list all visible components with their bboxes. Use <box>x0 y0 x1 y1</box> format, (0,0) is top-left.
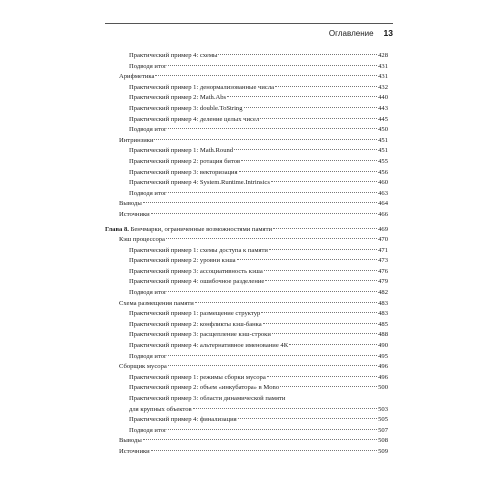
toc-entry-label: Практический пример 2: Math.Abs <box>129 94 227 102</box>
toc-subsection-entry[interactable] <box>105 383 388 394</box>
dot-leader <box>151 450 377 451</box>
dot-leader <box>195 302 377 303</box>
toc-page-number: 451 <box>378 136 388 144</box>
dot-leader <box>168 355 377 356</box>
toc-page-number: 470 <box>378 236 388 244</box>
toc-page-number: 500 <box>378 384 388 392</box>
toc-entry-label: Схема размещения памяти <box>119 299 194 307</box>
toc-section-entry[interactable] <box>105 362 388 373</box>
toc-page-number: 443 <box>378 104 388 112</box>
toc-entry-label: Арифметика <box>119 73 155 81</box>
toc-entry-label: Практический пример 1: Math.Round <box>129 147 234 155</box>
dot-leader <box>155 75 377 76</box>
toc-subsection-entry[interactable] <box>105 267 388 278</box>
dot-leader <box>275 86 377 87</box>
dot-leader <box>241 160 377 161</box>
toc-page-number: 495 <box>378 352 388 360</box>
toc-section-entry[interactable] <box>105 136 388 147</box>
toc-entry-label: Практический пример 2: объем «инкубатора» в Mono <box>129 384 280 392</box>
dot-leader <box>280 386 377 387</box>
toc-section-entry[interactable] <box>105 199 388 210</box>
dot-leader <box>267 376 377 377</box>
dot-leader <box>238 418 377 419</box>
toc-page-number: 428 <box>378 52 388 59</box>
toc-entry-label: для крупных объектов <box>129 405 192 413</box>
dot-leader <box>151 213 377 214</box>
toc-entry-label: Кэш процессора <box>119 236 165 244</box>
toc-subsection-entry[interactable] <box>105 277 388 288</box>
dot-leader <box>193 408 377 409</box>
dot-leader <box>143 202 377 203</box>
toc-subsection-entry[interactable] <box>105 309 388 320</box>
toc-page-number: 451 <box>378 147 388 155</box>
toc-page-number: 508 <box>378 437 388 445</box>
dot-leader <box>269 249 377 250</box>
dot-leader <box>261 312 377 313</box>
toc-page-number: 445 <box>378 115 388 123</box>
dot-leader <box>289 344 377 345</box>
toc-entry-label: Подводя итог <box>129 62 167 70</box>
toc-entry-label: Подводя итог <box>129 352 167 360</box>
dot-leader <box>154 139 377 140</box>
toc-subsection-entry[interactable] <box>105 426 388 437</box>
toc-subsection-entry[interactable] <box>105 178 388 189</box>
toc-page-number: 490 <box>378 342 388 350</box>
toc-section-entry[interactable] <box>105 235 388 246</box>
toc-subsection-entry[interactable] <box>105 189 388 200</box>
toc-entry-label: Практический пример 1: размещение структур <box>129 310 261 318</box>
running-header-title: Оглавление <box>328 29 374 38</box>
dot-leader <box>237 259 378 260</box>
toc-entry-label: Практический пример 3: double.ToString <box>129 104 243 112</box>
toc-page-number: 455 <box>378 157 388 165</box>
toc-subsection-entry[interactable] <box>105 83 388 94</box>
toc-entry-label: Подводя итог <box>129 126 167 134</box>
dot-leader <box>166 238 377 239</box>
toc-page-number: 483 <box>378 299 388 307</box>
toc-subsection-entry[interactable] <box>105 62 388 73</box>
toc-entry-label: Выводы <box>119 437 142 445</box>
toc-list <box>105 51 388 458</box>
toc-page-number: 473 <box>378 257 388 265</box>
dot-leader <box>168 65 377 66</box>
toc-page-number: 460 <box>378 179 388 187</box>
toc-subsection-entry[interactable] <box>105 246 388 257</box>
toc-entry-label: Практический пример 1: схемы доступа к памяти <box>129 246 268 254</box>
dot-leader <box>218 54 377 55</box>
dot-leader <box>143 439 377 440</box>
toc-page-number: 482 <box>378 289 388 297</box>
toc-entry-label: Практический пример 4: ошибочное разделение <box>129 278 265 286</box>
toc-subsection-entry[interactable] <box>105 320 388 331</box>
toc-subsection-entry[interactable] <box>105 330 388 341</box>
toc-entry-label: Практический пример 4: System.Runtime.Intrinsics <box>129 179 270 187</box>
toc-page-number: 483 <box>378 310 388 318</box>
toc-subsection-entry[interactable] <box>105 256 388 267</box>
toc-entry-label: Практический пример 1: режимы сборки мусора <box>129 373 266 381</box>
toc-entry-label: Практический пример 4: альтернативное именование 4К <box>129 342 289 350</box>
toc-subsection-entry[interactable] <box>105 352 388 363</box>
toc-entry-label: Практический пример 4: финализация <box>129 416 237 424</box>
dot-leader <box>168 192 377 193</box>
toc-section-entry[interactable] <box>105 299 388 310</box>
toc-entry-label: Выводы <box>119 200 142 208</box>
dot-leader <box>168 291 377 292</box>
dot-leader <box>239 171 378 172</box>
dot-leader <box>272 333 377 334</box>
toc-entry-label: Практический пример 3: расщепление кэш-строки <box>129 331 271 339</box>
chapter-number: Глава 8. <box>105 225 129 233</box>
toc-page-number: 505 <box>378 416 388 424</box>
dot-leader <box>168 128 377 129</box>
toc-section-entry[interactable] <box>105 210 388 221</box>
toc-page-number: 456 <box>378 168 388 176</box>
toc-subsection-entry[interactable] <box>105 125 388 136</box>
dot-leader <box>227 96 377 97</box>
dot-leader <box>264 270 377 271</box>
dot-leader <box>265 280 377 281</box>
toc-subsection-entry[interactable] <box>105 341 388 352</box>
toc-page-number: 496 <box>378 373 388 381</box>
toc-subsection-entry[interactable] <box>105 93 388 104</box>
toc-entry-label: Практический пример 2: ротация битов <box>129 157 241 165</box>
dot-leader <box>273 228 377 229</box>
toc-entry-label: Подводя итог <box>129 426 167 434</box>
toc-page-number: 471 <box>378 246 388 254</box>
toc-page-number: 509 <box>378 447 388 455</box>
toc-entry-label: Практический пример 1: денормализованные числа <box>129 83 275 91</box>
toc-entry-label: Практический пример 2: уровни кэша <box>129 257 236 265</box>
toc-page-number: 431 <box>378 62 388 70</box>
toc-entry-label: Подводя итог <box>129 189 167 197</box>
chapter-title: Бенчмарки, ограниченные возможностями памяти <box>130 225 272 233</box>
toc-page-number: 479 <box>378 278 388 286</box>
toc-page-number: 464 <box>378 200 388 208</box>
toc-entry-label: Практический пример 3: ассоциативность кэша <box>129 267 263 275</box>
toc-page-number: 488 <box>378 331 388 339</box>
toc-entry-label: Сборщик мусора <box>119 363 167 371</box>
toc-page-number: 431 <box>378 73 388 81</box>
dot-leader <box>168 429 377 430</box>
toc-chapter-entry[interactable] <box>105 225 388 236</box>
toc-subsection-entry[interactable] <box>105 373 388 384</box>
toc-subsection-entry[interactable] <box>105 146 388 157</box>
toc-page-number: 507 <box>378 426 388 434</box>
toc-section-entry[interactable] <box>105 72 388 83</box>
toc-entry-label: Практический пример 3: области динамической памяти <box>129 395 286 402</box>
toc-page-number: 503 <box>378 405 388 413</box>
page-number: 13 <box>383 28 393 38</box>
toc-entry-label: Практический пример 2: конфликты кэш-банка <box>129 320 262 328</box>
toc-page-number: 463 <box>378 189 388 197</box>
toc-entry-label <box>105 225 272 236</box>
toc-page-number: 476 <box>378 267 388 275</box>
toc-page-number: 440 <box>378 94 388 102</box>
running-header <box>105 28 393 42</box>
toc-entry-label: Практический пример 3: векторизация <box>129 168 238 176</box>
toc-page-number: 432 <box>378 83 388 91</box>
toc-page-number: 485 <box>378 320 388 328</box>
dot-leader <box>263 323 377 324</box>
toc-page-number: 450 <box>378 126 388 134</box>
toc-entry-label: Источники <box>119 210 150 218</box>
toc-page-number: 496 <box>378 363 388 371</box>
toc-page-number: 466 <box>378 210 388 218</box>
dot-leader <box>271 181 377 182</box>
toc-entry-label: Практический пример 4: схемы <box>129 52 218 59</box>
toc-subsection-entry[interactable] <box>105 288 388 299</box>
dot-leader <box>168 365 377 366</box>
dot-leader <box>244 107 378 108</box>
dot-leader <box>260 118 377 119</box>
toc-section-entry[interactable] <box>105 436 388 447</box>
toc-page-number: 469 <box>378 225 388 233</box>
header-rule <box>105 23 393 24</box>
toc-entry-label: Интринзики <box>119 136 154 144</box>
toc-entry-label: Практический пример 4: деление целых чисел <box>129 115 260 123</box>
toc-subsection-entry[interactable] <box>105 168 388 179</box>
toc-subsection-entry[interactable] <box>105 51 388 62</box>
toc-section-entry[interactable] <box>105 447 388 458</box>
toc-subsection-entry[interactable] <box>105 104 388 115</box>
toc-subsection-entry[interactable] <box>105 115 388 126</box>
toc-subsection-entry[interactable] <box>105 415 388 426</box>
toc-subsection-entry[interactable] <box>105 157 388 168</box>
toc-entry-label: Источники <box>119 447 150 455</box>
toc-subsection-entry[interactable] <box>105 405 388 416</box>
dot-leader <box>234 149 377 150</box>
toc-subsection-entry[interactable] <box>105 394 388 405</box>
toc-entry-label: Подводя итог <box>129 289 167 297</box>
